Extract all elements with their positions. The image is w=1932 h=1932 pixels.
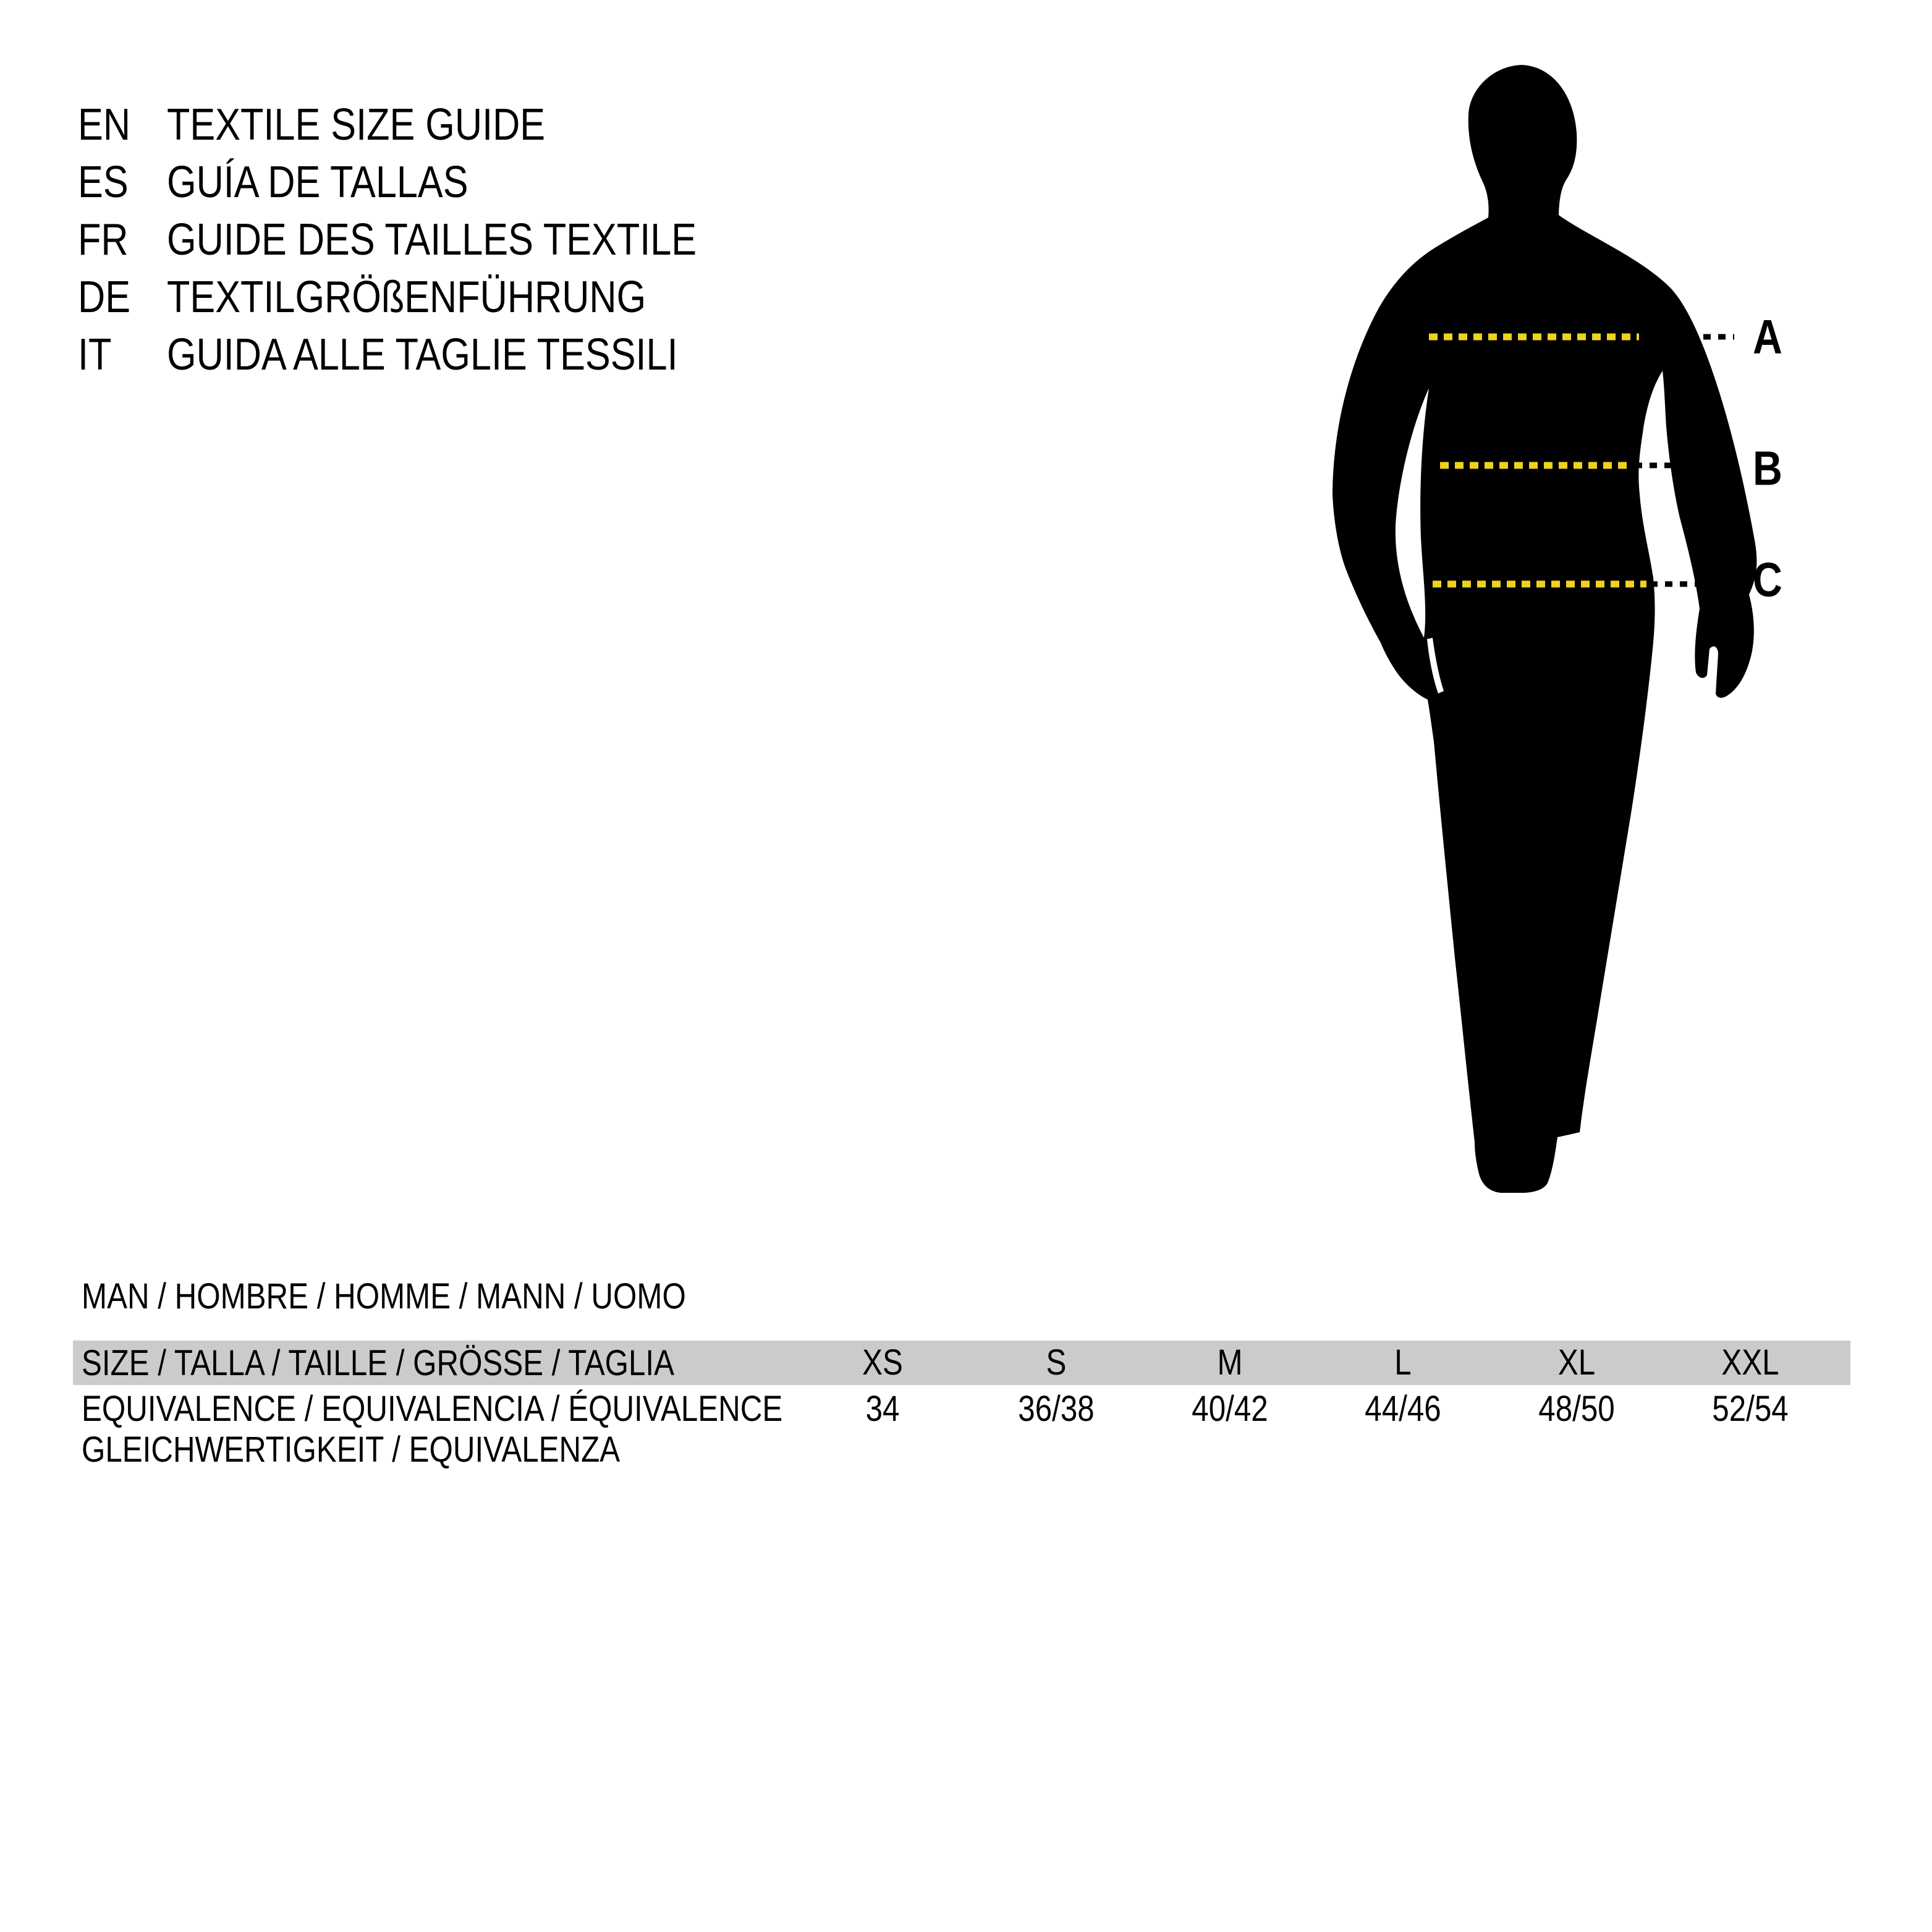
man-silhouette (1332, 65, 1756, 1193)
equivalence-label-line1: EQUIVALENCE / EQUIVALENCIA / ÉQUIVALENCE (82, 1389, 783, 1429)
measure-label-a: A (1753, 310, 1782, 364)
language-title: GUIDA ALLE TAGLIE TESSILI (167, 330, 678, 379)
equivalence-row-label (82, 1389, 906, 1470)
language-title: GUIDE DES TAILLES TEXTILE (167, 215, 697, 265)
measure-label-b: B (1753, 441, 1782, 496)
category-title: MAN / HOMBRE / HOMME / MANN / UOMO (82, 1276, 686, 1316)
size-header-label: SIZE / TALLA / TAILLE / GRÖSSE / TAGLIA (82, 1342, 674, 1383)
equivalence-xs: 34 (865, 1389, 900, 1429)
size-col-s: S (1046, 1342, 1067, 1383)
language-code: EN (78, 100, 131, 150)
equivalence-l: 44/46 (1365, 1389, 1441, 1429)
language-title: TEXTILE SIZE GUIDE (167, 100, 546, 150)
size-col-xxl: XXL (1721, 1342, 1779, 1383)
language-code: IT (78, 330, 112, 379)
equivalence-xxl: 52/54 (1712, 1389, 1789, 1429)
size-col-m: M (1217, 1342, 1243, 1383)
language-code: ES (78, 158, 129, 207)
equivalence-xl: 48/50 (1538, 1389, 1615, 1429)
size-col-xs: XS (862, 1342, 903, 1383)
language-code: FR (78, 215, 129, 265)
measure-label-c: C (1753, 553, 1782, 607)
equivalence-s: 36/38 (1018, 1389, 1095, 1429)
equivalence-label-line2: GLEICHWERTIGKEIT / EQUIVALENZA (82, 1430, 621, 1470)
language-code: DE (78, 273, 131, 322)
size-col-xl: XL (1557, 1342, 1596, 1383)
language-title: TEXTILGRÖßENFÜHRUNG (167, 273, 646, 322)
size-col-l: L (1394, 1342, 1412, 1383)
language-title: GUÍA DE TALLAS (167, 158, 468, 207)
equivalence-m: 40/42 (1192, 1389, 1268, 1429)
